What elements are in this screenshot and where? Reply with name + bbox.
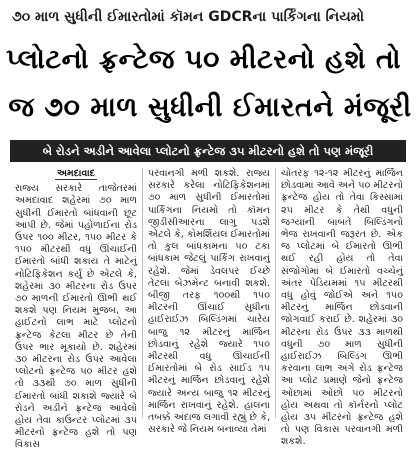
deck-banner: બે રોડને અડીને આવેલા પ્લોટનો ફ્રન્ટેજ ૩૫ મીટરનો હશે તો પણ મંજૂરી [10,140,406,162]
headline-line-1: પ્લોટનો ફ્રન્ટેજ ૫૦ મીટરનો હશે તો [6,44,402,75]
column-text-1: રાજ્ય સરકારે તાજેતરમાં અમદાવાદ શહેરમાં ૭૦ માળ સુધીની ઈમારતો બાંધવાની છૂટ આપી છે. જેમાં પહોળાઈના રોડ ઉપર ૧૦૦ મીટર, ૧૫૦ મીટર કે ૧૫૦ મીટરથી વધુ ઊંચાઈની ઈમારતો બાંધી શકાય તે માટેનું નોટિફિકેશન કર્યું છે એટલે કે, શહેરમાં ૩૦ મીટરના રોડ ઉપર ૭૦ માળની ઈમારતો ઊભી થઈ શકશે પણ નિયમ મુજબ, આ હાઈટનો લાભ માટે પ્લોટનો ફ્રન્ટેજ કેટલા મીટર છે તેની ઉપર ભાર મૂકાયો છે. શહેરમાં ૩૦ મીટરના રોડ ઉપર આવેલા પ્લોટનો ફ્રન્ટેજ ૫૦ મીટર હશે તો ૩૩થી ૭૦ માળ સુધીની ઈમારતો બાંધી શકાશે જ્યારે બે રોડને અડીને ફ્રન્ટેજ આવેલો હોય તેવા કાઉન્ટર પ્લોટમાં ૩૫ મીટરનો ફ્રન્ટેજ હશે તો પણ વિકાસ [15,183,137,451]
article-column-3 [275,168,408,448]
headline-line-2: જ ૭૦ માળ સુધીની ઈમારતને મંજૂરી [8,92,412,123]
dateline-text: અમદાવાદ [57,168,95,179]
article-body [10,168,408,451]
kicker: ૭૦ માળ સુધીની ઈમારતોમાં કૉમન GDCRના પાર્કિંગના નિયમો [12,9,365,25]
column-text-2: પરવાનગી મળી શકશે. રાજ્ય સરકારે કરેલા નોટિફિકેશનમાં ૭૦ માળ સુધીની ઈમારતોમાં પાર્કિંગના નિયમો તો કૉમન જીડીસીઆરના લાગુ પડશે એટલે કે, કોમર્શિયલ ઈમારતોમાં તો કુલ બાંધકામના ૫૦ ટકા બાંધકામ જેટલું પાર્કિંગ રાખવાનું રહેશે. જેમાં ડેવલપર ઈચ્છે તેટલા બેઝમેન્ટ બનાવી શકશે. બીજી તરફ ૧૦૦થી ૧૫૦ મીટરની ઊંચાઈ સુધીના હાઈરાઈઝ બિલ્ડિંગમાં ચારેય બાજુ ૧૨ મીટરનું માર્જિન છોડવાનું રહેશે જ્યારે ૧૫૦ મીટરથી વધુ ઊંચાઈની ઈમારતોમાં બે રોડ સાઈડ ૧૫ મીટરનું માર્જિન છોડવાનું રહેશે જ્યારે અન્ય બાજુ ૧૨ મીટરનું માર્જિન રાખવાનું રહેશે. હાલના તબક્કે અંદાજ લગાવી રહ્યું છે કે, સરકારે જે નિયમ બનાવ્યા તેમાં [148,168,270,436]
column-text-3: ચોતરફ ૧૨-૧૨ મીટરનું માર્જિન છોડવામાં આવે અને ૫૦ મીટરનો ફ્રન્ટેજ હોય તો તેવા કિસ્સામાં ૨૫ મીટર કે તેથી વધુની જગ્યાની બાબતે બિલ્ડિંગનો ભેજ રાખવાની જરૂરત છે. એક જ પ્લોટમાં બે ઈમારતો ઊભી થઈ રહી હોય તો તેવા સંજોગોમાં બે ઈમારતો વચ્ચેનું અંતર પેડિયમમાં ૧૫ મીટરથી વધુ હોવું જોઈએ અને ૧૫૦ મીટરનું માર્જિન છોડવાની જોગવાઈ કરાઈ છે. શહેરમાં ૩૦ મીટરના રોડ ઉપર ૩૩ માળથી વધુની ૭૦ માળ સુધીની હાઈરાઈઝ બિલ્ડિંગ ઊભી કરવાના લાભ અંગે રોડ ફ્રન્ટેજ આ પ્લોટ પ્રમાણે જેનો ફ્રન્ટેજ ઓછામાં ઓછો ૫૦ મીટરનો હોય અથવા તો કૉર્નરનો પ્લોટ હોય ૩૫ મીટરનો ફ્રન્ટેજ હશે તો પણ વિકાસ પરવાનગી મળી શકશે. [281,168,403,448]
article-column-1 [10,168,142,451]
article-column-2 [142,168,275,436]
dateline [15,168,137,180]
